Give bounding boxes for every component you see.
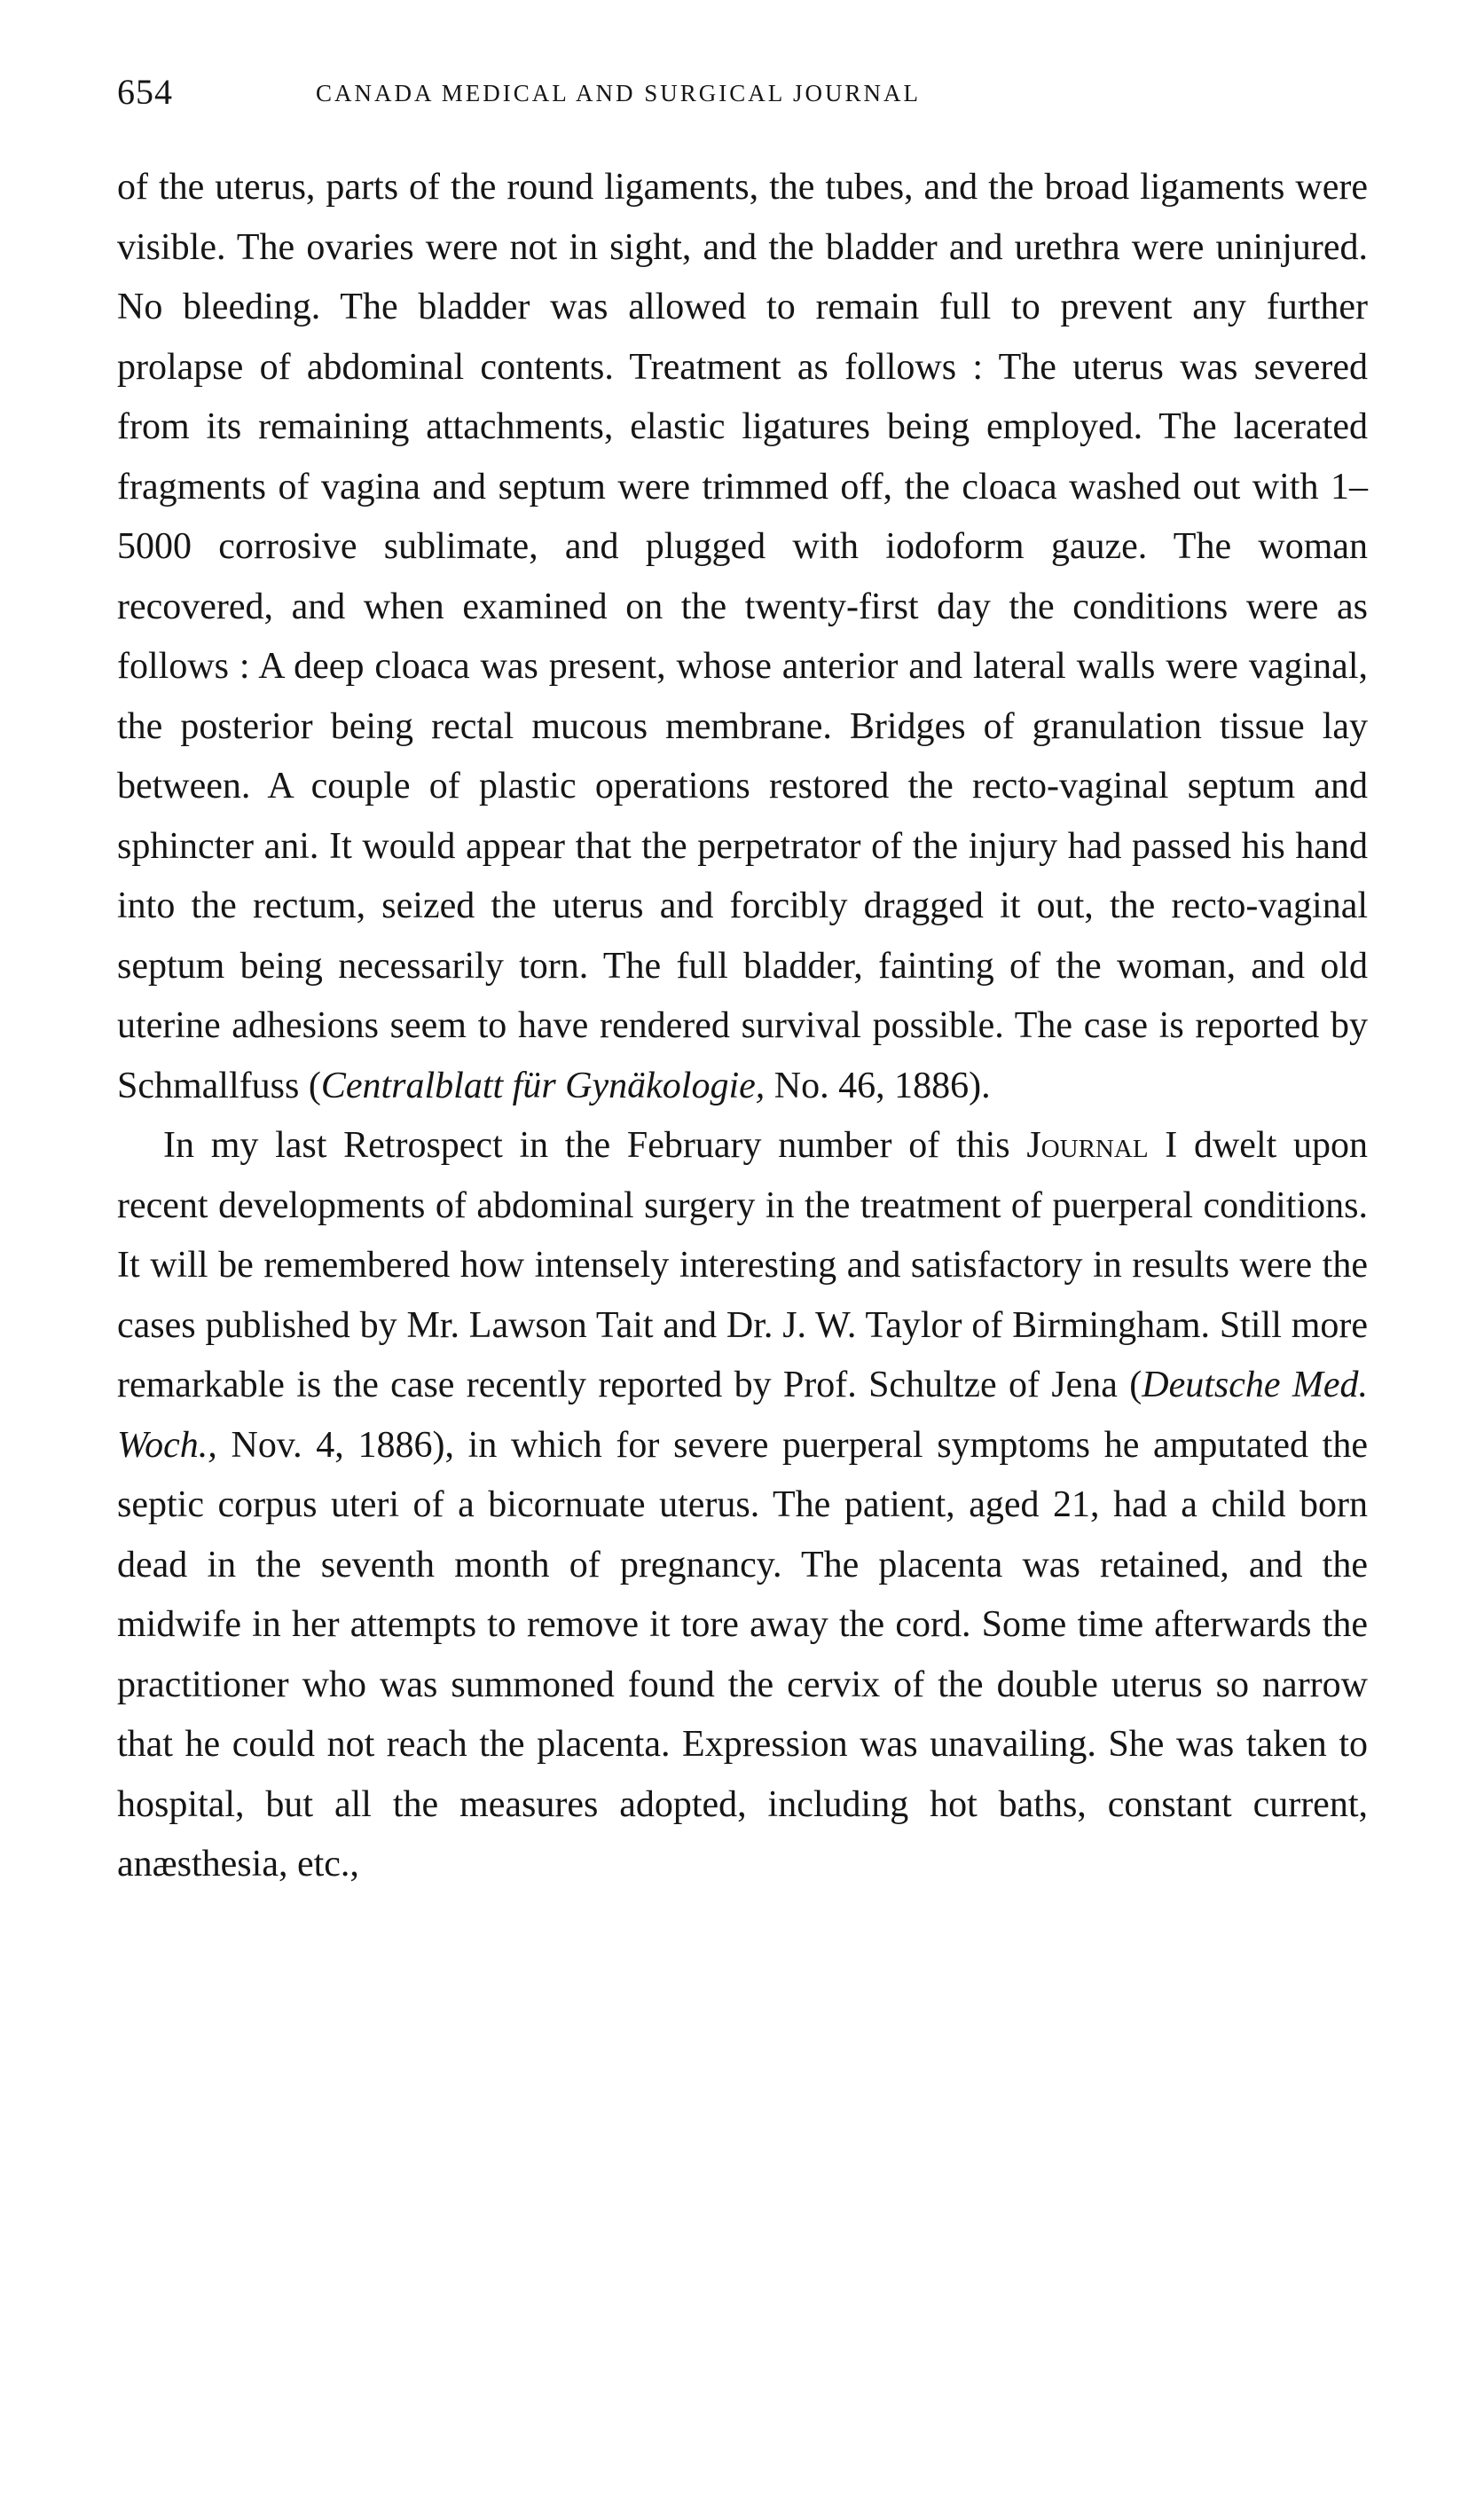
paragraph-1-text-end: No. 46, 1886). xyxy=(765,1065,991,1106)
paragraph-2 xyxy=(117,1116,1368,1895)
running-head xyxy=(117,71,1368,124)
paragraph-2-text-mid: I dwelt upon recent developments of abdominal surgery in the treatment of puerperal conditions. It will be remembered how intensely interesting and satisfactory in results were the cases published by Mr. Lawson Tait and Dr. J. W. Taylor of Birmingham. Still more remarkable is the case recently reported by Prof. Schultze of Jena ( xyxy=(117,1125,1369,1405)
journal-word: Journal xyxy=(1026,1125,1149,1166)
page-number: 654 xyxy=(117,72,173,112)
citation-deutsche-med-woch: Deutsche Med. Woch., xyxy=(117,1365,1368,1466)
paragraph-2-text: In my last Retrospect in the February number of this xyxy=(163,1125,1027,1166)
paragraph-1-text: of the uterus, parts of the round ligaments, the tubes, and the broad ligaments were visible. The ovaries were not in sight, and the bladder and urethra were uninjured. No bleeding. The bladder was allowed to remain full to prevent any further prolapse of abdominal contents. Treatment as follows : The uterus was severed from its remaining attachments, elastic ligatures being employed. The lacerated fragments of vagina and septum were trimmed off, the cloaca washed out with 1–5000 corrosive sublimate, and plugged with iodoform gauze. The woman recovered, and when examined on the twenty-first day the conditions were as follows : A deep cloaca was present, whose anterior and lateral walls were vaginal, the posterior being rectal mucous membrane. Bridges of granulation tissue lay between. A couple of plastic operations restored the recto-vaginal septum and sphincter ani. It would appear that the perpetrator of the injury had passed his hand into the rectum, seized the uterus and forcibly dragged it out, the recto-vaginal septum being necessarily torn. The full bladder, fainting of the woman, and old uterine adhesions seem to have rendered survival possible. The case is reported by Schmallfuss ( xyxy=(117,167,1368,1106)
paragraph-1 xyxy=(117,158,1368,1116)
paragraph-2-text-end: Nov. 4, 1886), in which for severe puerperal symptoms he amputated the septic corpus uteri of a bicornuate uterus. The patient, aged 21, had a child born dead in the seventh month of pregnancy. The placenta was retained, and the midwife in her attempts to remove it tore away the cord. Some time afterwards the practitioner who was summoned found the cervix of the double uterus so narrow that he could not reach the placenta. Expression was unavailing. She was taken to hospital, but all the measures adopted, including hot baths, constant current, anæsthesia, etc., xyxy=(117,1424,1368,1884)
journal-title: CANADA MEDICAL AND SURGICAL JOURNAL xyxy=(316,80,922,106)
journal-page xyxy=(117,71,1368,1895)
citation-centralblatt: Centralblatt für Gynäkologie, xyxy=(320,1065,766,1106)
